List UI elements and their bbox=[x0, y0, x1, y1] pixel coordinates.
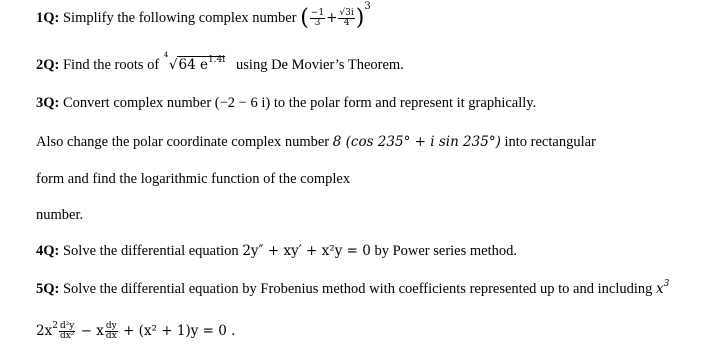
question-2-label: 2Q: bbox=[36, 57, 60, 73]
question-3 bbox=[36, 95, 536, 112]
polar-expression: 8 (cos 235° + i sin 235°) bbox=[332, 134, 501, 150]
question-1-exponent: 3 bbox=[364, 1, 371, 12]
question-5-equation: $2x^2$ $\frac{\text{d²y}}{\text{dx²}}$ − x $\frac{dy}{dx}$ + (x² + 1)y = 0 . bbox=[36, 321, 236, 341]
question-3-line-4: number. bbox=[36, 207, 84, 223]
question-4-equation: 2y″ + xy′ + x²y = 0 bbox=[242, 243, 371, 259]
question-2-text: Find the roots of bbox=[62, 57, 160, 73]
question-3-label: 3Q: bbox=[36, 95, 60, 111]
question-5-text: Solve the differential equation by Frobenius method with coefficients represented up to and including bbox=[62, 281, 653, 297]
question-1-text: Simplify the following complex number bbox=[62, 10, 297, 26]
question-5-label: 5Q: bbox=[36, 281, 60, 297]
first-derivative: $\frac{dy}{dx}$ bbox=[105, 321, 117, 341]
question-4-text: Solve the differential equation bbox=[62, 243, 239, 259]
radical-expression: 4 √64 $e^{1.4i}$ bbox=[163, 51, 226, 73]
question-3-line-3: form and find the logarithmic function of the complex bbox=[36, 171, 351, 187]
fraction-1: $\frac{-1}{3}$ bbox=[310, 8, 325, 28]
question-2-text-after: using De Movier’s Theorem. bbox=[236, 57, 404, 73]
question-5 bbox=[36, 281, 676, 300]
fraction-2: $\frac{√3i}{4}$ bbox=[339, 8, 354, 28]
second-derivative: $\frac{\text{d²y}}{\text{dx²}}$ bbox=[59, 321, 75, 341]
question-5-including-term: $x^3$ bbox=[656, 279, 670, 297]
question-3-text: Convert complex number (−2 − 6 i) to the polar form and represent it graphically. bbox=[62, 95, 537, 111]
question-4 bbox=[36, 243, 517, 260]
question-4-label: 4Q: bbox=[36, 243, 60, 259]
question-2 bbox=[36, 51, 404, 74]
question-1-expression: ( $\frac{-1}{3}$ + $\frac{√3i}{4}$ )$^3$ bbox=[300, 1, 371, 31]
question-3-line-2: Also change the polar coordinate complex number 8 (cos 235° + i sin 235°) into rectangular bbox=[36, 134, 596, 150]
question-4-text-after: by Power series method. bbox=[374, 243, 517, 259]
question-1-label: 1Q: bbox=[36, 10, 60, 26]
question-1 bbox=[36, 1, 371, 31]
